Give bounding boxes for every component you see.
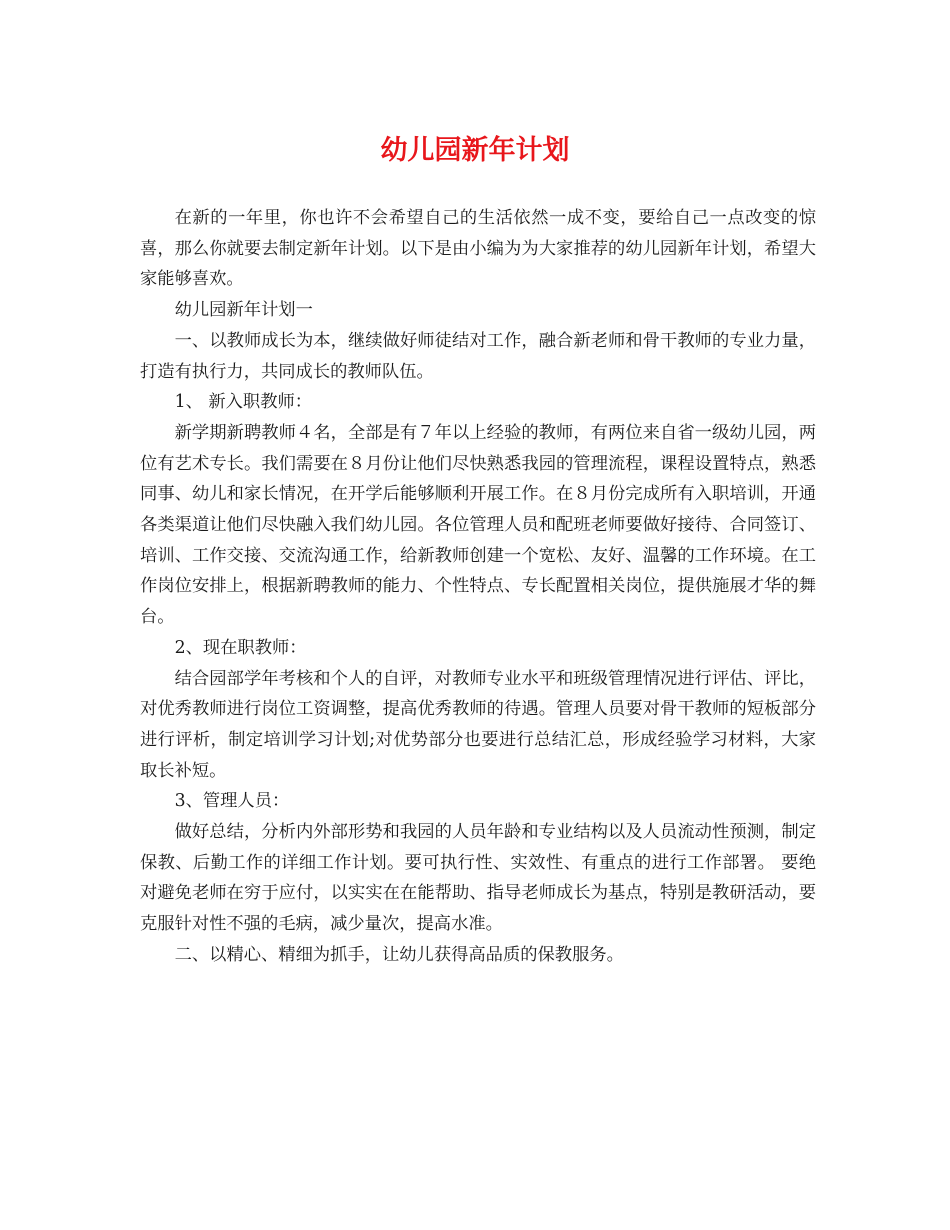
subheading-current-teachers: 2、现在职教师： <box>174 637 307 658</box>
current-teachers-paragraph: 结合园部学年考核和个人的自评，对教师专业水平和班级管理情况进行评估、评比，对优秀教师进行岗位工资调整，提高优秀教师的待遇。管理人员要对骨干教师的短板部分进行评析，制定培训学习计划;对优势部分也要进行总结汇总，形成经验学习材料，大家取长补短。 <box>140 668 816 781</box>
point-two-heading: 二、以精心、精细为抓手，让幼儿获得高品质的保教服务。 <box>174 944 624 965</box>
section-heading-plan-one: 幼儿园新年计划一 <box>174 300 313 321</box>
subheading-new-teachers: 1、 新入职教师： <box>174 392 313 413</box>
intro-paragraph: 在新的一年里，你也许不会希望自己的生活依然一成不变，要给自己一点改变的惊喜，那么你就要去制定新年计划。以下是由小编为为大家推荐的幼儿园新年计划，希望大家能够喜欢。 <box>140 208 816 290</box>
point-one-heading: 一、以教师成长为本，继续做好师徒结对工作，融合新老师和骨干教师的专业力量，打造有执行力，共同成长的教师队伍。 <box>140 330 816 382</box>
management-paragraph: 做好总结，分析内外部形势和我园的人员年龄和专业结构以及人员流动性预测，制定保教、后勤工作的详细工作计划。要可执行性、实效性、有重点的进行工作部署。 要绝对避免老师在穷于应付，以实实在在能帮助、指导老师成长为基点，特别是教研活动，要克服针对性不强的毛病，减少量次，提高水准。 <box>140 822 816 935</box>
document-title: 幼儿园新年计划 <box>380 135 570 166</box>
new-teachers-paragraph: 新学期新聘教师４名，全部是有７年以上经验的教师，有两位来自省一级幼儿园，两位有艺术专长。我们需要在８月份让他们尽快熟悉我园的管理流程，课程设置特点，熟悉同事、幼儿和家长情况，在开学后能够顺利开展工作。在８月份完成所有入职培训，开通各类渠道让他们尽快融入我们幼儿园。各位管理人员和配班老师要做好接待、合同签订、培训、工作交接、交流沟通工作，给新教师创建一个宽松、友好、温馨的工作环境。在工作岗位安排上，根据新聘教师的能力、个性特点、专长配置相关岗位，提供施展才华的舞台。 <box>140 422 816 628</box>
document-body <box>140 203 816 971</box>
subheading-management: 3、管理人员： <box>174 791 290 812</box>
